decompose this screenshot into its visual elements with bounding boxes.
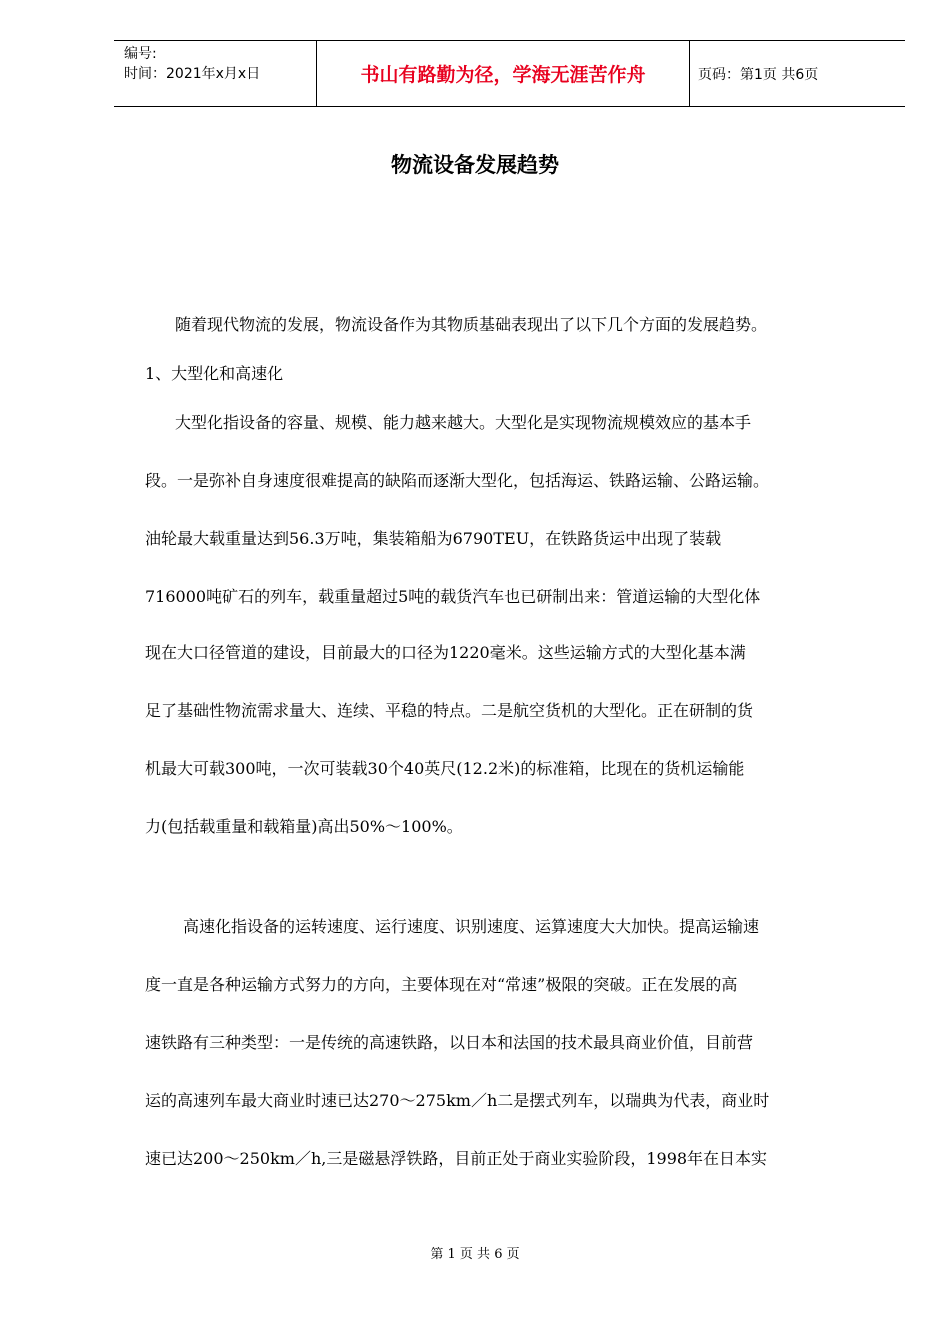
body-line: 现在大口径管道的建设，目前最大的口径为1220毫米。这些运输方式的大型化基本满 <box>145 643 746 662</box>
body-line: 油轮最大载重量达到56.3万吨，集装箱船为6790TEU，在铁路货运中出现了装载 <box>145 529 722 548</box>
number-label: 编号: <box>124 46 157 62</box>
body-line: 力(包括载重量和载箱量)高出50%～100%。 <box>145 817 463 836</box>
page-footer: 第 1 页 共 6 页 <box>430 1247 520 1262</box>
header-info-cell <box>114 41 316 106</box>
header-motto: 书山有路勤为径，学海无涯苦作舟 <box>316 41 690 106</box>
body-line: 段。一是弥补自身速度很难提高的缺陷而逐渐大型化，包括海运、铁路运输、公路运输。 <box>145 471 770 490</box>
header-page-info: 页码：第1页 共6页 <box>698 66 819 83</box>
body-line: 足了基础性物流需求量大、连续、平稳的特点。二是航空货机的大型化。正在研制的货 <box>145 701 754 720</box>
body-line: 716000吨矿石的列车，载重量超过5吨的载货汽车也已研制出来：管道运输的大型化体 <box>145 587 761 606</box>
body-line: 速已达200～250km／h,三是磁悬浮铁路，目前正处于商业实验阶段，1998年在日本实 <box>145 1149 768 1168</box>
section-heading: 1、大型化和高速化 <box>145 364 284 383</box>
body-line: 度一直是各种运输方式努力的方向，主要体现在对“常速”极限的突破。正在发展的高 <box>145 975 738 994</box>
body-line: 速铁路有三种类型：一是传统的高速铁路，以日本和法国的技术最具商业价值，目前营 <box>145 1033 754 1052</box>
document-title: 物流设备发展趋势 <box>391 153 559 177</box>
page-header <box>114 40 905 107</box>
body-line: 运的高速列车最大商业时速已达270～275km／h二是摆式列车，以瑞典为代表，商业时 <box>145 1091 770 1110</box>
body-line: 高速化指设备的运转速度、运行速度、识别速度、运算速度大大加快。提高运输速 <box>183 917 760 936</box>
body-line: 随着现代物流的发展，物流设备作为其物质基础表现出了以下几个方面的发展趋势。 <box>175 315 768 334</box>
body-line: 机最大可载300吨，一次可装载30个40英尺(12.2米)的标准箱，比现在的货机运输能 <box>145 759 745 778</box>
time-label: 时间：2021年x月x日 <box>124 66 261 82</box>
body-line: 大型化指设备的容量、规模、能力越来越大。大型化是实现物流规模效应的基本手 <box>175 413 752 432</box>
